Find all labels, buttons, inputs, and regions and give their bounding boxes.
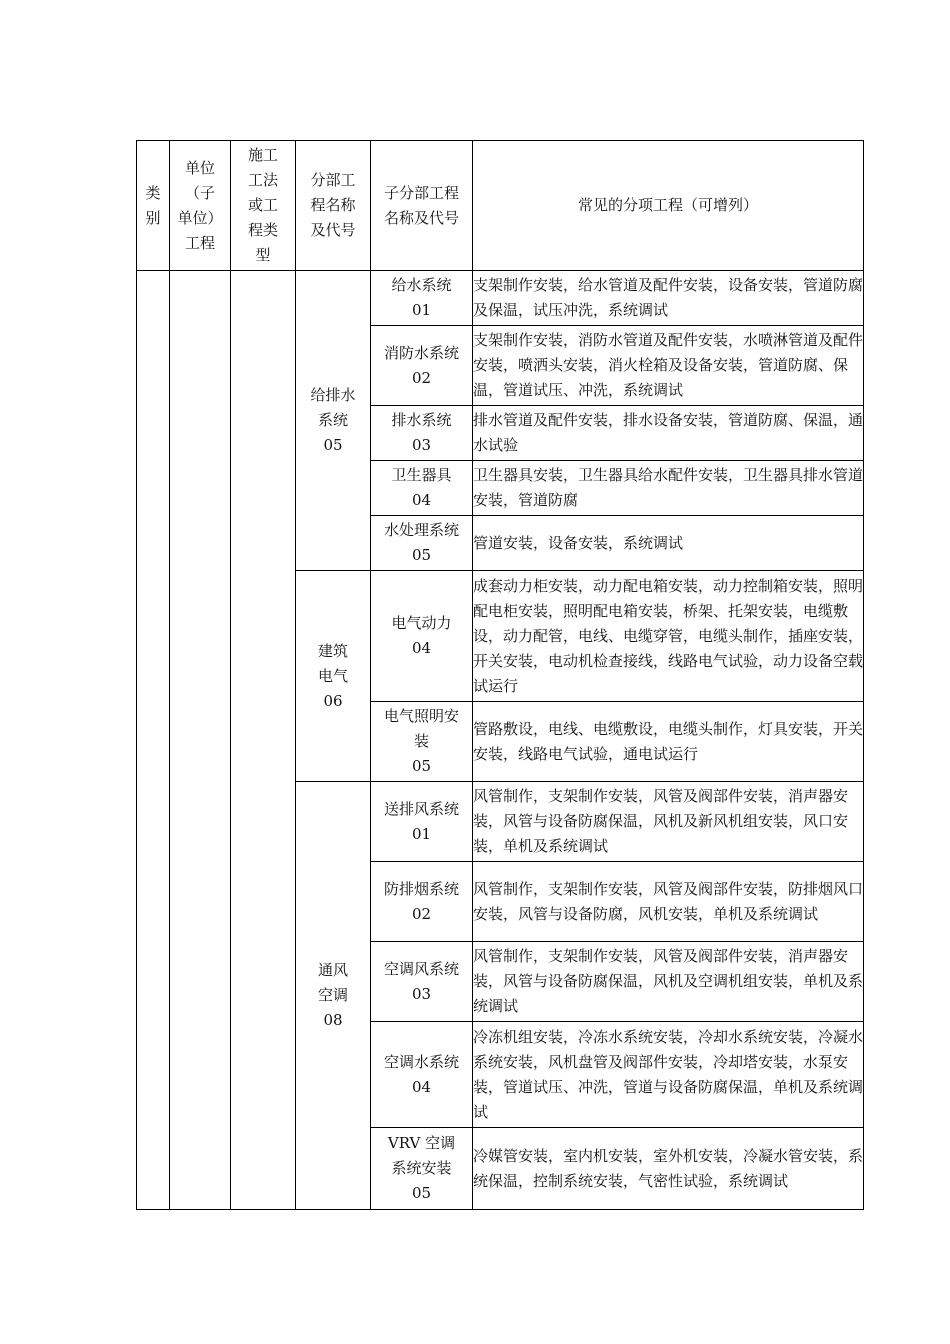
header-subdivision: 子分部工程 名称及代号: [371, 141, 473, 271]
subdivision-cell: 给水系统 01: [371, 271, 473, 326]
items-cell: 冷媒管安装，室内机安装，室外机安装，冷凝水管安装，系统保温，控制系统安装，气密性试验，系统调试: [473, 1128, 864, 1210]
items-cell: 风管制作，支架制作安装，风管及阀部件安装，防排烟风口安装，风管与设备防腐，风机安装，单机及系统调试: [473, 862, 864, 942]
construction-division-table: [136, 140, 864, 1210]
items-cell: 管道安装，设备安装，系统调试: [473, 516, 864, 571]
header-category: 类 别: [137, 141, 170, 271]
method-cell: [231, 271, 296, 1210]
items-cell: 卫生器具安装，卫生器具给水配件安装，卫生器具排水管道安装，管道防腐: [473, 461, 864, 516]
division-cell: 通风 空调 08: [296, 782, 371, 1210]
subdivision-cell: 空调水系统 04: [371, 1022, 473, 1128]
subdivision-cell: VRV 空调 系统安装 05: [371, 1128, 473, 1210]
table-row: [137, 271, 864, 326]
items-cell: 管路敷设，电线、电缆敷设，电缆头制作，灯具安装，开关安装，线路电气试验，通电试运行: [473, 702, 864, 782]
subdivision-cell: 防排烟系统 02: [371, 862, 473, 942]
subdivision-cell: 卫生器具 04: [371, 461, 473, 516]
division-cell: 给排水 系统 05: [296, 271, 371, 571]
items-cell: 冷冻机组安装，冷冻水系统安装，冷却水系统安装，冷凝水系统安装，风机盘管及阀部件安装，冷却塔安装，水泵安装，管道试压、冲洗，管道与设备防腐保温，单机及系统调试: [473, 1022, 864, 1128]
header-items: 常见的分项工程（可增列）: [473, 141, 864, 271]
subdivision-cell: 电气照明安 装 05: [371, 702, 473, 782]
items-cell: 排水管道及配件安装，排水设备安装，管道防腐、保温，通水试验: [473, 406, 864, 461]
division-cell: 建筑 电气 06: [296, 571, 371, 782]
subdivision-cell: 电气动力 04: [371, 571, 473, 702]
items-cell: 风管制作，支架制作安装，风管及阀部件安装，消声器安装，风管与设备防腐保温，风机及空调机组安装，单机及系统调试: [473, 942, 864, 1022]
header-row: [137, 141, 864, 271]
subdivision-cell: 排水系统 03: [371, 406, 473, 461]
items-cell: 成套动力柜安装，动力配电箱安装，动力控制箱安装，照明配电柜安装，照明配电箱安装，桥架、托架安装，电缆敷设，动力配管，电线、电缆穿管，电缆头制作，插座安装，开关安装，电动机检查接线，线路电气试验，动力设备空载试运行: [473, 571, 864, 702]
header-division: 分部工 程名称 及代号: [296, 141, 371, 271]
items-cell: 支架制作安装，消防水管道及配件安装，水喷淋管道及配件安装，喷洒头安装，消火栓箱及设备安装，管道防腐、保温，管道试压、冲洗，系统调试: [473, 326, 864, 406]
category-cell: [137, 271, 170, 1210]
unit-cell: [170, 271, 231, 1210]
subdivision-cell: 消防水系统 02: [371, 326, 473, 406]
header-unit: 单位 （子 单位） 工程: [170, 141, 231, 271]
header-method: 施工 工法 或工 程类 型: [231, 141, 296, 271]
subdivision-cell: 水处理系统 05: [371, 516, 473, 571]
items-cell: 支架制作安装，给水管道及配件安装，设备安装，管道防腐及保温，试压冲洗，系统调试: [473, 271, 864, 326]
subdivision-cell: 送排风系统 01: [371, 782, 473, 862]
items-cell: 风管制作，支架制作安装，风管及阀部件安装，消声器安装，风管与设备防腐保温，风机及新风机组安装，风口安装，单机及系统调试: [473, 782, 864, 862]
subdivision-cell: 空调风系统 03: [371, 942, 473, 1022]
